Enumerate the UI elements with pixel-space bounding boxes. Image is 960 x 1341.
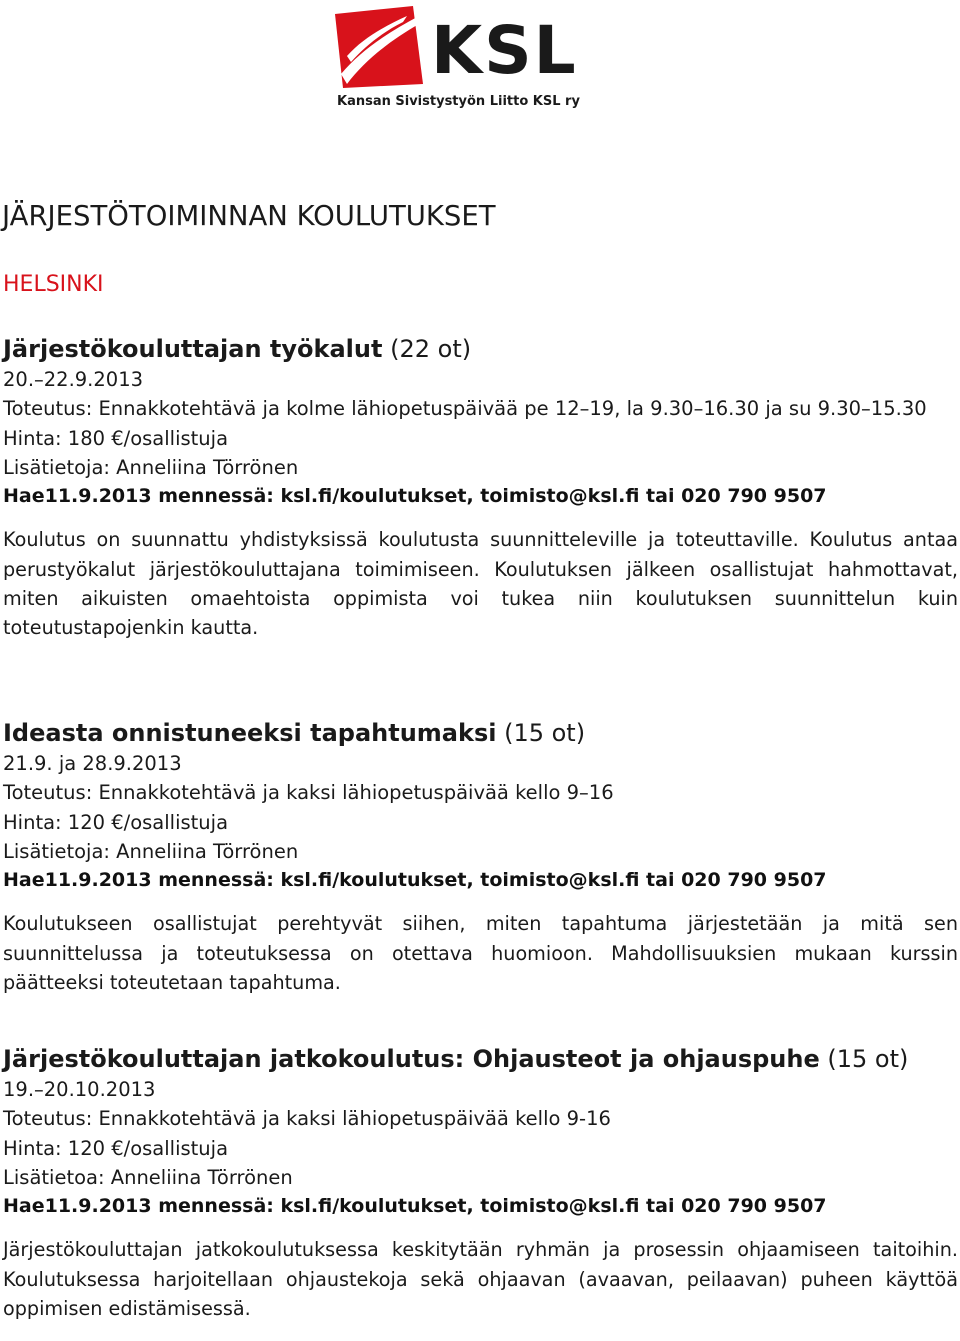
page-title: JÄRJESTÖTOIMINNAN KOULUTUKSET — [2, 200, 496, 232]
course-dates: 20.–22.9.2013 — [3, 368, 144, 391]
region-heading: HELSINKI — [3, 272, 104, 297]
course-description: Koulutus on suunnattu yhdistyksissä koulutusta suunnitteleville ja toteuttaville. Koulutus antaa perustyökalut järjestökouluttajana toimimiseen. Koulutuksen jälkeen osallistujat hahmottavat, miten aikuisten omaehtoista oppimista voi tukea niin koulutuksen suunnittelun kuin toteutustapojenkin kautta. — [3, 528, 958, 640]
course-implementation: Toteutus: Ennakkotehtävä ja kaksi lähiopetuspäivää kello 9–16 — [3, 781, 614, 805]
course-3 — [3, 1043, 958, 1323]
course-implementation: Toteutus: Ennakkotehtävä ja kolme lähiopetuspäivää pe 12–19, la 9.30–16.30 ja su 9.30–15.30 — [3, 397, 927, 421]
course-info: Lisätietoa: Anneliina Törrönen — [3, 1165, 293, 1189]
course-1 — [3, 333, 958, 643]
course-registration: Hae11.9.2013 mennessä: ksl.fi/koulutukset, toimisto@ksl.fi tai 020 790 9507 — [3, 869, 827, 892]
course-price: Hinta: 120 €/osallistuja — [3, 1136, 229, 1160]
course-info: Lisätietoja: Anneliina Törrönen — [3, 455, 299, 479]
course-title — [3, 1043, 958, 1075]
logo-subtitle: Kansan Sivistystyön Liitto KSL ry — [337, 94, 580, 109]
course-credits: (22 ot) — [390, 335, 472, 363]
course-credits: (15 ot) — [827, 1045, 909, 1073]
course-dates: 19.–20.10.2013 — [3, 1078, 156, 1101]
course-title — [3, 717, 958, 749]
ksl-logo-mark-icon — [333, 4, 425, 90]
course-implementation: Toteutus: Ennakkotehtävä ja kaksi lähiopetuspäivää kello 9-16 — [3, 1107, 611, 1131]
course-registration: Hae11.9.2013 mennessä: ksl.fi/koulutukset, toimisto@ksl.fi tai 020 790 9507 — [3, 485, 827, 508]
course-dates: 21.9. ja 28.9.2013 — [3, 752, 182, 775]
course-description: Järjestökouluttajan jatkokoulutuksessa keskitytään ryhmän ja prosessin ohjaamiseen taitoihin. Koulutuksessa harjoitellaan ohjaustekoja sekä ohjaavan (avaavan, peilaavan) puheen käyttöä oppimisen edistämisessä. — [3, 1238, 958, 1321]
course-price: Hinta: 120 €/osallistuja — [3, 810, 229, 834]
course-description: Koulutukseen osallistujat perehtyvät siihen, miten tapahtuma järjestetään ja mitä sen suunnittelussa ja toteutuksessa on otettava huomioon. Mahdollisuuksien mukaan kurssin päätteeksi toteutetaan tapahtuma. — [3, 912, 958, 995]
course-name: Järjestökouluttajan työkalut — [3, 335, 383, 363]
course-price: Hinta: 180 €/osallistuja — [3, 426, 229, 450]
course-title — [3, 333, 958, 365]
course-2 — [3, 717, 958, 997]
logo-wordmark: KSL — [431, 12, 578, 89]
course-registration: Hae11.9.2013 mennessä: ksl.fi/koulutukset, toimisto@ksl.fi tai 020 790 9507 — [3, 1195, 827, 1218]
ksl-logo — [333, 4, 627, 112]
course-credits: (15 ot) — [504, 719, 586, 747]
course-info: Lisätietoja: Anneliina Törrönen — [3, 839, 299, 863]
course-name: Järjestökouluttajan jatkokoulutus: Ohjausteot ja ohjauspuhe — [3, 1045, 820, 1073]
course-name: Ideasta onnistuneeksi tapahtumaksi — [3, 719, 497, 747]
